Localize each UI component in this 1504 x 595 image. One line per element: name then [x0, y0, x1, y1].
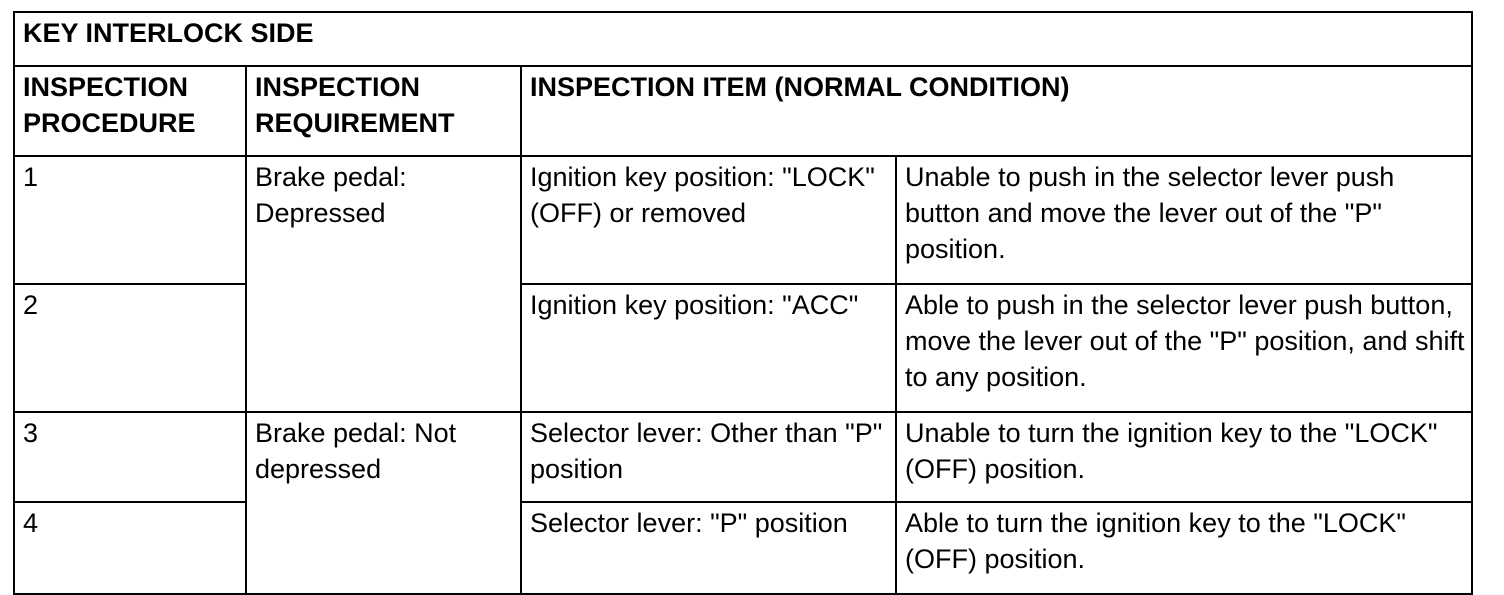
- inspection-item-cell: Selector lever: Other than "P" position: [521, 412, 896, 502]
- requirement-cell: Brake pedal: Depressed: [246, 156, 521, 412]
- procedure-cell: 1: [14, 156, 246, 284]
- table-row: [14, 156, 1472, 284]
- procedure-cell: 4: [14, 502, 246, 594]
- normal-condition-cell: Unable to turn the ignition key to the "LOCK" (OFF) position.: [896, 412, 1472, 502]
- inspection-item-cell: Ignition key position: "ACC": [521, 284, 896, 412]
- header-inspection-requirement: INSPECTION REQUIREMENT: [246, 66, 521, 156]
- table-title: KEY INTERLOCK SIDE: [14, 12, 1472, 66]
- procedure-cell: 2: [14, 284, 246, 412]
- header-inspection-procedure: INSPECTION PROCEDURE: [14, 66, 246, 156]
- table-row: [14, 284, 1472, 412]
- table-row: [14, 412, 1472, 502]
- procedure-cell: 3: [14, 412, 246, 502]
- table-row: [14, 502, 1472, 594]
- inspection-item-cell: Ignition key position: "LOCK" (OFF) or removed: [521, 156, 896, 284]
- inspection-item-cell: Selector lever: "P" position: [521, 502, 896, 594]
- requirement-cell: Brake pedal: Not depressed: [246, 412, 521, 594]
- key-interlock-table: [13, 11, 1473, 595]
- normal-condition-cell: Able to push in the selector lever push button, move the lever out of the "P" position, and shift to any position.: [896, 284, 1472, 412]
- normal-condition-cell: Able to turn the ignition key to the "LOCK" (OFF) position.: [896, 502, 1472, 594]
- header-inspection-item: INSPECTION ITEM (NORMAL CONDITION): [521, 66, 1472, 156]
- normal-condition-cell: Unable to push in the selector lever push button and move the lever out of the "P" position.: [896, 156, 1472, 284]
